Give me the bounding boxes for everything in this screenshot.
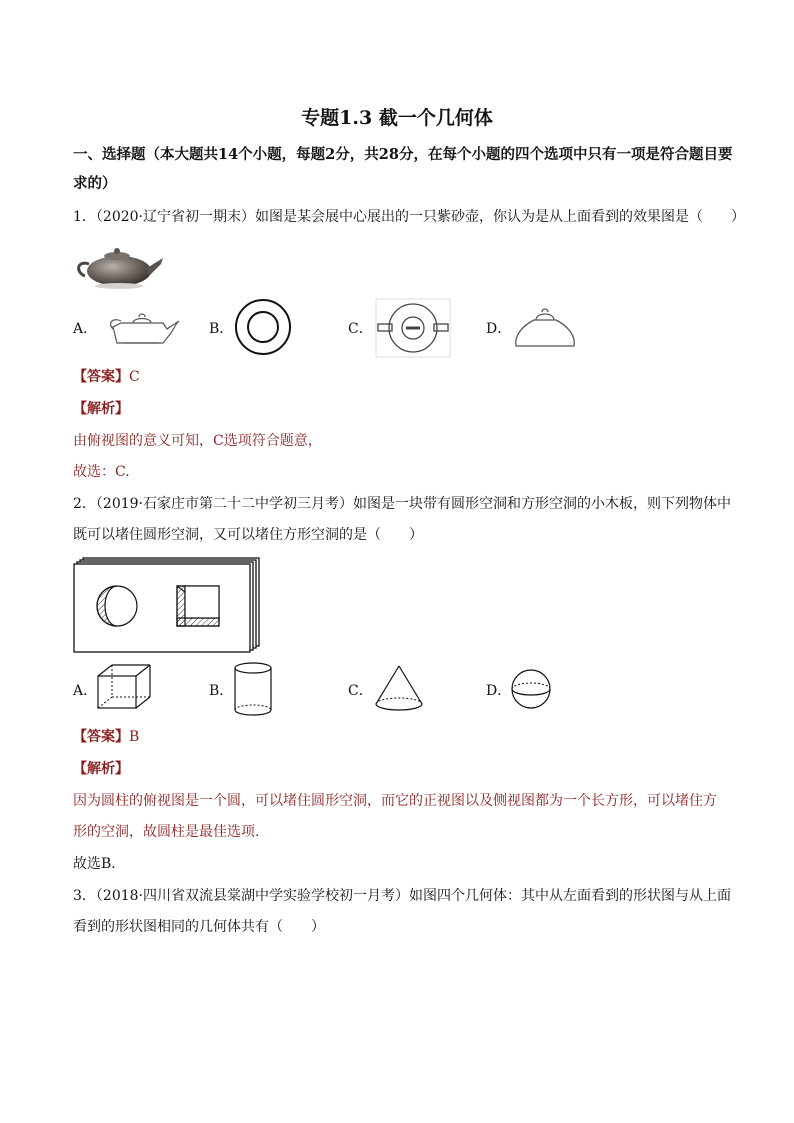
q1-answer-value: C: [129, 369, 140, 385]
q3-text-line1: 3．（2018·四川省双流县棠湖中学实验学校初一月考）如图四个几何体：其中从左面看到的形状图与从上面: [73, 888, 731, 904]
q2-option-b-label: B．: [209, 683, 234, 699]
q2-answer-value: B: [129, 729, 140, 745]
q1-option-a-figure: [93, 303, 181, 351]
q1-conclusion: 故选：C.: [73, 464, 130, 480]
q1-option-c-label: C．: [348, 321, 373, 337]
cube-figure: [94, 662, 154, 712]
q2-analysis-line1: 因为圆柱的俯视图是一个圆，可以堵住圆形空洞，而它的正视图以及侧视图都为一个长方形，可以堵住方: [73, 793, 717, 809]
sphere-figure: [509, 668, 553, 710]
section-heading-line1: 一、选择题（本大题共14个小题，每题2分，共28分，在每个小题的四个选项中只有一项是符合题目要: [73, 146, 733, 163]
q3-text-line2: 看到的形状图相同的几何体共有（ ）: [73, 919, 325, 935]
q2-option-a-label: A．: [73, 683, 98, 699]
q2-text-line2: 既可以堵住圆形空洞，又可以堵住方形空洞的是（ ）: [73, 527, 423, 543]
q1-option-d-label: D．: [486, 321, 512, 337]
page-title: 专题1.3 截一个几何体: [301, 107, 493, 129]
q1-option-c-figure: [373, 297, 453, 359]
cone-figure: [372, 664, 426, 714]
q2-analysis-line2: 形的空洞，故圆柱是最佳选项.: [73, 824, 260, 840]
q1-answer-label: 【答案】: [73, 369, 129, 385]
board-image: [73, 556, 263, 654]
q1-option-b-label: B．: [209, 321, 234, 337]
teapot-image: [73, 238, 165, 290]
q1-option-a-label: A．: [73, 321, 98, 337]
q2-option-c-label: C．: [348, 683, 373, 699]
q1-option-b-figure: [231, 297, 295, 357]
q2-conclusion: 故选B．: [73, 856, 126, 872]
q2-text-line1: 2．（2019·石家庄市第二十二中学初三月考）如图是一块带有圆形空洞和方形空洞的小木板，则下列物体中: [73, 496, 731, 512]
q1-analysis-label: 【解析】: [73, 401, 129, 417]
q1-option-d-figure: [510, 300, 580, 352]
q2-option-d-label: D．: [486, 683, 512, 699]
q1-analysis-text: 由俯视图的意义可知，C选项符合题意，: [73, 433, 322, 449]
q1-text: 1．（2020·辽宁省初一期末）如图是某会展中心展出的一只紫砂壶，你认为是从上面看到的效果图是（ ）: [73, 209, 745, 225]
q2-answer-label: 【答案】: [73, 729, 129, 745]
cylinder-figure: [231, 660, 275, 718]
q2-analysis-label: 【解析】: [73, 761, 129, 777]
section-heading-line2: 求的）: [73, 175, 117, 192]
